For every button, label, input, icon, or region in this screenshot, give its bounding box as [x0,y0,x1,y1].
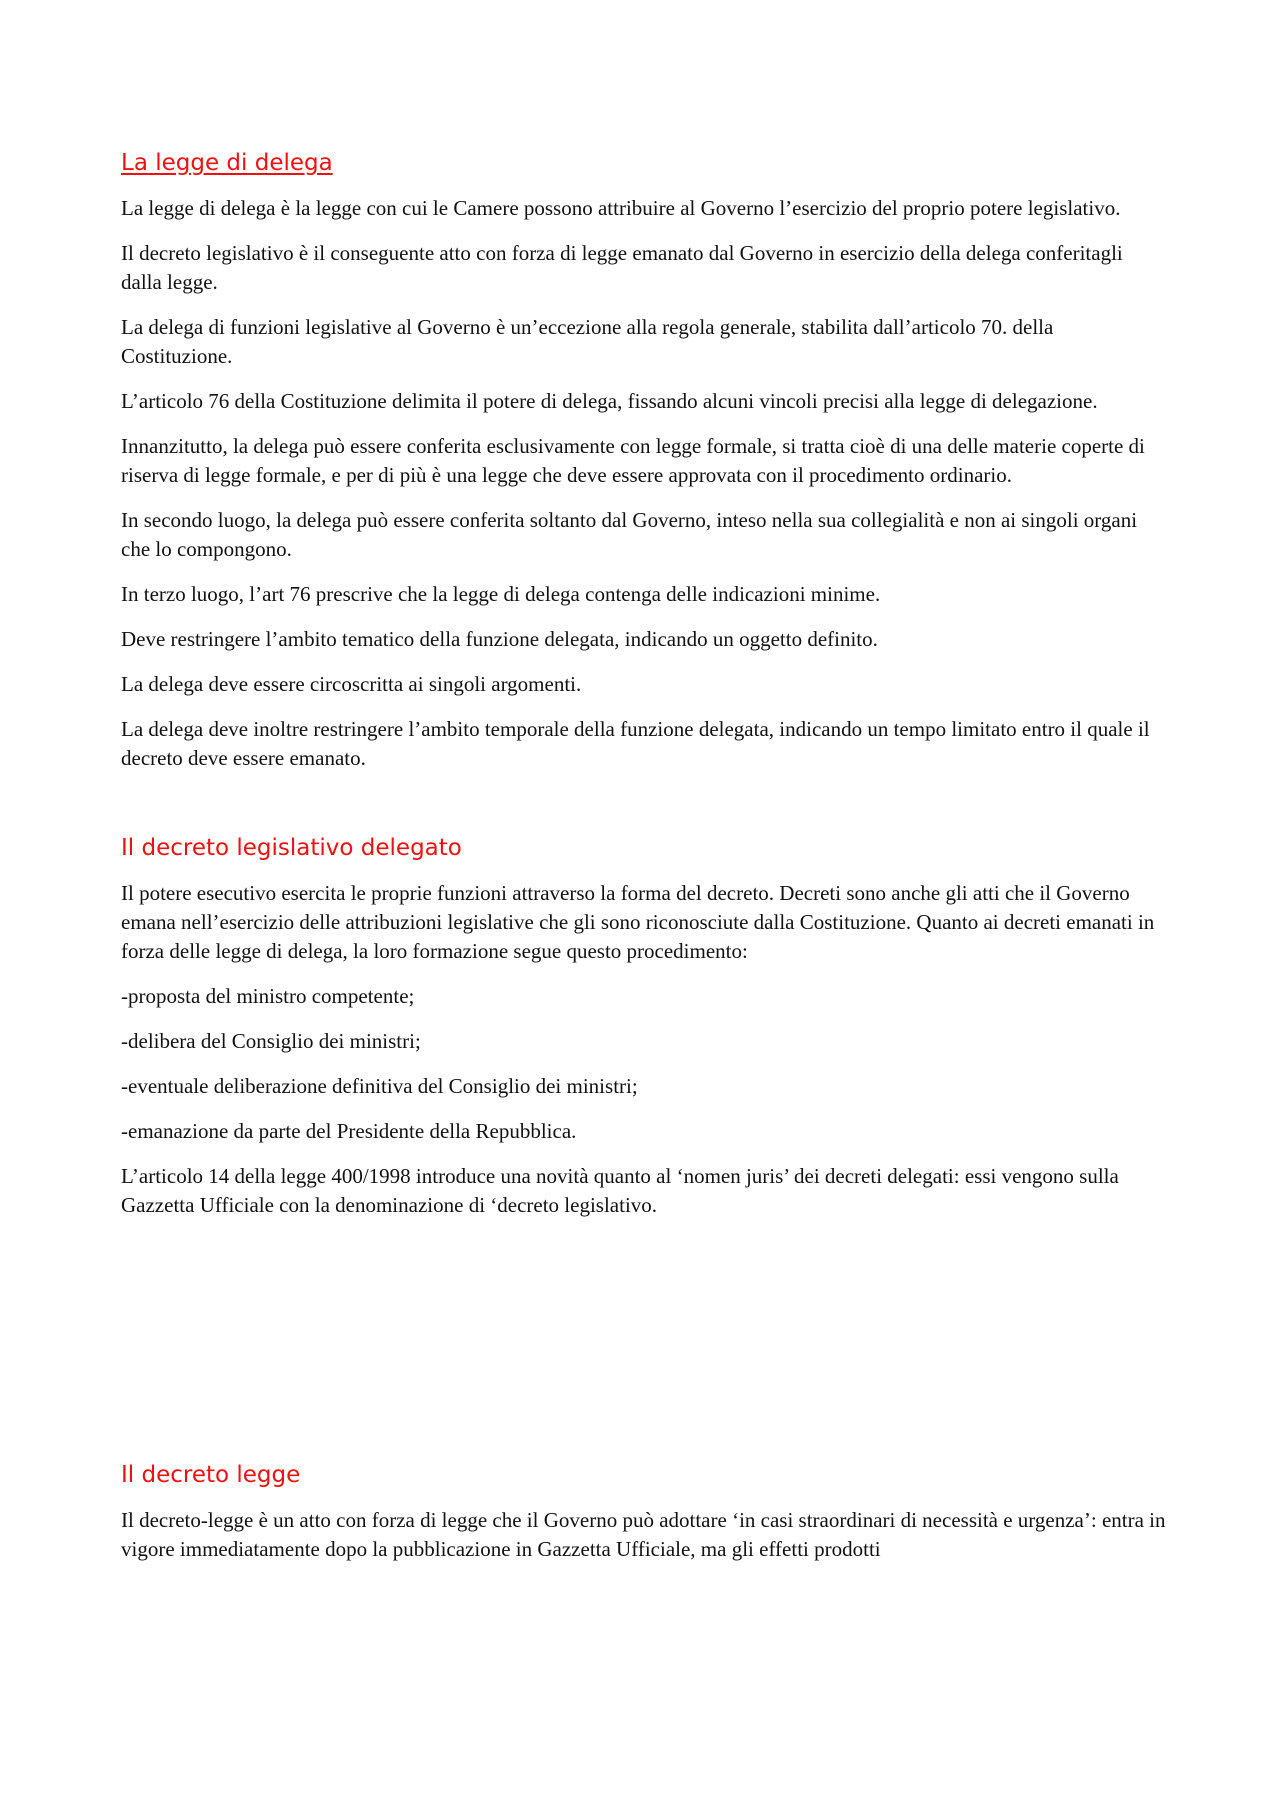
section-legge-di-delega [121,148,1166,773]
section-decreto-legislativo-delegato [121,833,1166,1220]
paragraph: In secondo luogo, la delega può essere conferita soltanto dal Governo, inteso nella sua collegialità e non ai singoli organi che lo compongono. [121,508,1138,561]
list-item: -delibera del Consiglio dei ministri; [121,1029,421,1053]
list-item: -eventuale deliberazione definitiva del Consiglio dei ministri; [121,1074,638,1098]
paragraph: Innanzitutto, la delega può essere conferita esclusivamente con legge formale, si tratta cioè di una delle materie coperte di riserva di legge formale, e per di più è una legge che deve essere approvata con il procedimento ordinario. [121,434,1145,487]
list-item: -emanazione da parte del Presidente della Repubblica. [121,1119,577,1143]
section-heading: Il decreto legislativo delegato [121,835,462,861]
section-decreto-legge [121,1460,1166,1564]
paragraph: In terzo luogo, l’art 76 prescrive che la legge di delega contenga delle indicazioni minime. [121,582,881,606]
paragraph: Il potere esecutivo esercita le proprie funzioni attraverso la forma del decreto. Decreti sono anche gli atti che il Governo emana nell’esercizio delle attribuzioni legislative che gli sono riconosciute dalla Costituzione. Quanto ai decreti emanati in forza delle legge di delega, la loro formazione segue questo procedimento: [121,881,1155,963]
document-body [121,148,1166,1580]
paragraph: La delega di funzioni legislative al Governo è un’eccezione alla regola generale, stabilita dall’articolo 70. della Costituzione. [121,315,1054,368]
section-heading: Il decreto legge [121,1462,301,1488]
paragraph: La delega deve inoltre restringere l’ambito temporale della funzione delegata, indicando un tempo limitato entro il quale il decreto deve essere emanato. [121,717,1150,770]
paragraph: L’articolo 76 della Costituzione delimita il potere di delega, fissando alcuni vincoli precisi alla legge di delegazione. [121,389,1098,413]
paragraph: Il decreto-legge è un atto con forza di legge che il Governo può adottare ‘in casi straordinari di necessità e urgenza’: entra in vigore immediatamente dopo la pubblicazione in Gazzetta Ufficiale, ma gli effetti prodotti [121,1508,1166,1561]
paragraph: La delega deve essere circoscritta ai singoli argomenti. [121,672,582,696]
list-item: -proposta del ministro competente; [121,984,415,1008]
paragraph: L’articolo 14 della legge 400/1998 introduce una novità quanto al ‘nomen juris’ dei decreti delegati: essi vengono sulla Gazzetta Ufficiale con la denominazione di ‘decreto legislativo. [121,1164,1119,1217]
paragraph: Il decreto legislativo è il conseguente atto con forza di legge emanato dal Governo in esercizio della delega conferitagli dalla legge. [121,241,1123,294]
section-heading: La legge di delega [121,150,333,176]
paragraph: La legge di delega è la legge con cui le Camere possono attribuire al Governo l’esercizio del proprio potere legislativo. [121,196,1121,220]
paragraph: Deve restringere l’ambito tematico della funzione delegata, indicando un oggetto definito. [121,627,878,651]
